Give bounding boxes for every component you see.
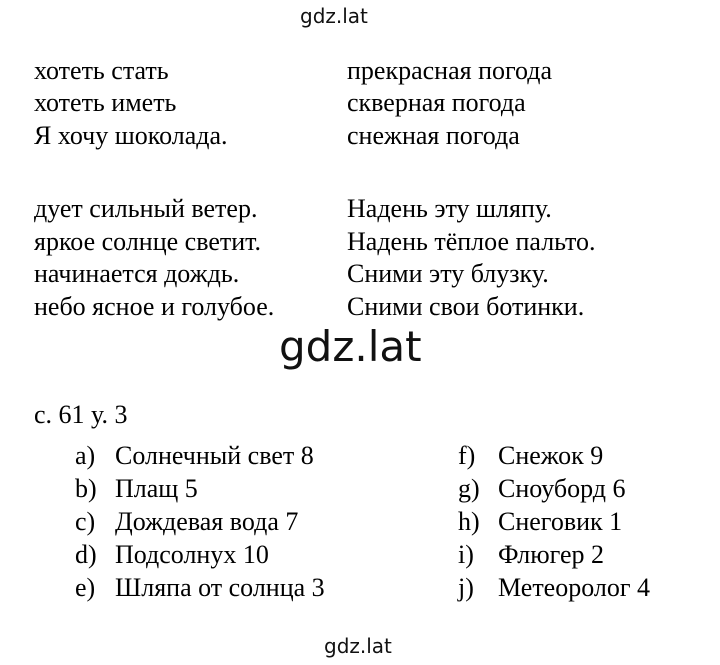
list-item	[458, 573, 650, 603]
item-text: Шляпа от солнца 3	[115, 573, 325, 602]
phrase-right: прекрасная погода	[347, 56, 553, 85]
phrase-left: дует сильный ветер.	[34, 194, 258, 223]
watermark-middle: gdz.lat	[279, 322, 422, 371]
watermark-bottom: gdz.lat	[324, 634, 392, 658]
phrase-left: хотеть иметь	[34, 88, 177, 117]
item-text: Подсолнух 10	[115, 540, 269, 569]
item-text: Плащ 5	[115, 474, 198, 503]
list-item	[75, 474, 198, 504]
item-text: Снеговик 1	[498, 507, 623, 536]
item-marker: h)	[458, 507, 480, 536]
phrase-left: Я хочу шоколада.	[34, 121, 228, 150]
item-text: Метеоролог 4	[498, 573, 651, 602]
item-marker: f)	[458, 441, 476, 470]
item-marker: e)	[75, 573, 96, 602]
exercise-heading: с. 61 у. 3	[34, 400, 128, 429]
phrase-right: скверная погода	[347, 88, 526, 117]
item-text: Флюгер 2	[498, 540, 605, 569]
item-marker: g)	[458, 474, 480, 503]
list-item	[75, 573, 325, 603]
phrase-section	[0, 0, 720, 322]
item-marker: a)	[75, 441, 96, 470]
list-item	[458, 540, 604, 570]
list-item	[458, 474, 626, 504]
phrase-left: яркое солнце светит.	[34, 227, 262, 256]
item-text: Снежок 9	[498, 441, 604, 470]
list-item	[75, 441, 314, 471]
phrase-right: Надень тёплое пальто.	[347, 227, 596, 256]
item-text: Дождевая вода 7	[115, 507, 299, 536]
item-marker: j)	[458, 573, 474, 602]
item-marker: d)	[75, 540, 97, 569]
phrase-right: снежная погода	[347, 121, 520, 150]
phrase-right: Сними свои ботинки.	[347, 292, 585, 321]
phrase-left: небо ясное и голубое.	[34, 292, 275, 321]
phrase-right: Сними эту блузку.	[347, 259, 549, 288]
phrase-left: начинается дождь.	[34, 259, 240, 288]
watermark-top: gdz.lat	[300, 4, 368, 28]
item-marker: c)	[75, 507, 96, 536]
list-item	[75, 507, 298, 537]
item-marker: i)	[458, 540, 474, 569]
item-text: Сноуборд 6	[498, 474, 626, 503]
item-text: Солнечный свет 8	[115, 441, 314, 470]
list-item	[458, 507, 622, 537]
phrase-left: хотеть стать	[34, 56, 169, 85]
item-marker: b)	[75, 474, 97, 503]
list-item	[458, 441, 603, 471]
phrase-right: Надень эту шляпу.	[347, 194, 552, 223]
list-item	[75, 540, 269, 570]
